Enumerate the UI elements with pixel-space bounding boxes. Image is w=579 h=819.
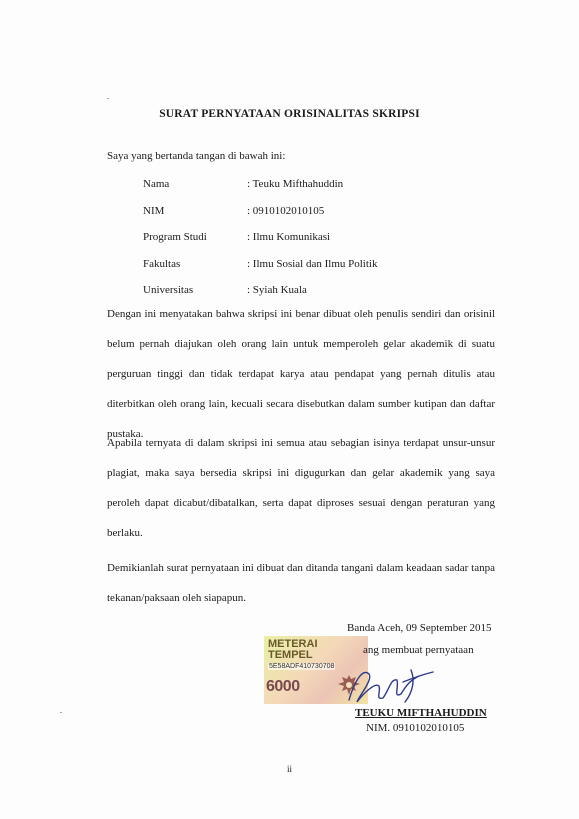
- identity-row-nim: [143, 198, 377, 225]
- identity-label: Universitas: [143, 284, 194, 297]
- page-number: ii: [286, 764, 292, 774]
- signer-name: TEUKU MIFTHAHUDDIN: [355, 707, 487, 719]
- identity-value: : 0910102010105: [247, 204, 325, 217]
- intro-text: Saya yang bertanda tangan di bawah ini:: [107, 150, 286, 162]
- statement-paragraph: Dengan ini menyatakan bahwa skripsi ini benar dibuat oleh penulis sendiri dan orisinil belum pernah diajukan oleh orang lain untuk memperoleh gelar akademik di suatu perguruan tinggi dan tidak terdapat karya atau pendapat yang pernah ditulis atau diterbitkan oleh orang lain, kecuali secara disebutkan dalam sumber kutipan dan daftar pustaka.: [107, 308, 495, 440]
- maker-label: ang membuat pernyataan: [363, 644, 474, 656]
- scan-speck: [60, 712, 62, 713]
- document-title: SURAT PERNYATAAN ORISINALITAS SKRIPSI: [159, 108, 420, 120]
- identity-table: [143, 171, 377, 304]
- stamp-serial: 5E58ADF410730708: [269, 663, 335, 670]
- identity-row-fakultas: [143, 251, 377, 278]
- stamp-word-meterai: METERAI: [268, 638, 318, 650]
- identity-label: Program Studi: [143, 231, 207, 244]
- identity-value: : Syiah Kuala: [247, 284, 307, 297]
- stamp-value: 6000: [266, 678, 300, 695]
- identity-label: Nama: [143, 178, 170, 191]
- signer-nim: NIM. 0910102010105: [366, 722, 465, 734]
- scan-speck: [107, 98, 109, 99]
- identity-value: : Ilmu Sosial dan Ilmu Politik: [247, 257, 378, 270]
- identity-row-program-studi: [143, 224, 377, 251]
- identity-label: Fakultas: [143, 257, 181, 270]
- stamp-word-tempel: TEMPEL: [268, 649, 313, 661]
- place-date: Banda Aceh, 09 September 2015: [347, 622, 492, 634]
- closing-paragraph: Demikianlah surat pernyataan ini dibuat dan ditanda tangani dalam keadaan sadar tanpa tekanan/paksaan oleh siapapun.: [107, 562, 495, 604]
- identity-value: : Teuku Mifthahuddin: [247, 178, 344, 191]
- plagiarism-paragraph: Apabila ternyata di dalam skripsi ini semua atau sebagian isinya terdapat unsur-unsur plagiat, maka saya bersedia skripsi ini digugurkan dan gelar akademik yang saya peroleh dapat dicabut/dibatalkan, serta dapat diproses sesuai dengan peraturan yang berlaku.: [107, 437, 495, 539]
- handwritten-signature-icon: [345, 660, 435, 710]
- identity-label: NIM: [143, 204, 165, 217]
- identity-row-nama: [143, 171, 377, 198]
- identity-value: : Ilmu Komunikasi: [247, 231, 331, 244]
